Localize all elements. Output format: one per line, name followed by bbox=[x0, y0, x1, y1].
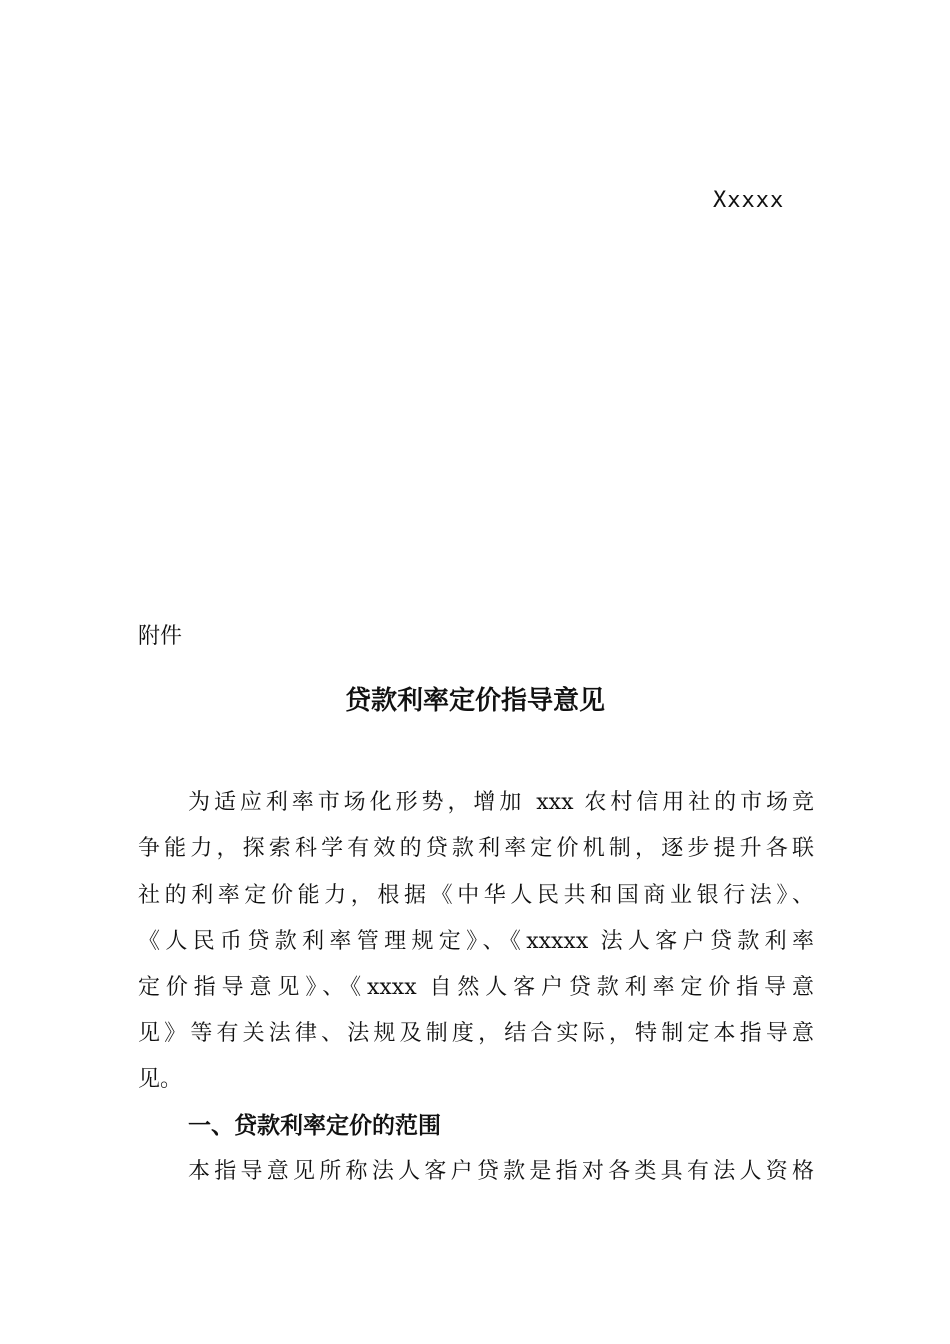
intro-paragraph-line: 见。 bbox=[138, 1067, 183, 1092]
intro-paragraph-line: 定价指导意见》、《xxxx 自然人客户贷款利率定价指导意 bbox=[138, 975, 814, 1000]
section-paragraph-line: 本指导意见所称法人客户贷款是指对各类具有法人资格 bbox=[188, 1159, 814, 1184]
organization-name: Xxxxx bbox=[713, 188, 785, 213]
intro-paragraph-line: 社的利率定价能力，根据《中华人民共和国商业银行法》、 bbox=[138, 883, 814, 908]
document-title: 贷款利率定价指导意见 bbox=[344, 686, 605, 716]
attachment-label: 附件 bbox=[138, 624, 183, 649]
intro-paragraph-line: 见》等有关法律、法规及制度，结合实际，特制定本指导意 bbox=[138, 1021, 814, 1046]
intro-paragraph-line: 为适应利率市场化形势，增加 xxx 农村信用社的市场竞 bbox=[188, 790, 814, 815]
intro-paragraph-line: 争能力，探索科学有效的贷款利率定价机制，逐步提升各联 bbox=[138, 836, 814, 861]
intro-paragraph-line: 《人民币贷款利率管理规定》、《xxxxx 法人客户贷款利率 bbox=[138, 929, 814, 954]
section-heading: 一、贷款利率定价的范围 bbox=[188, 1113, 441, 1139]
